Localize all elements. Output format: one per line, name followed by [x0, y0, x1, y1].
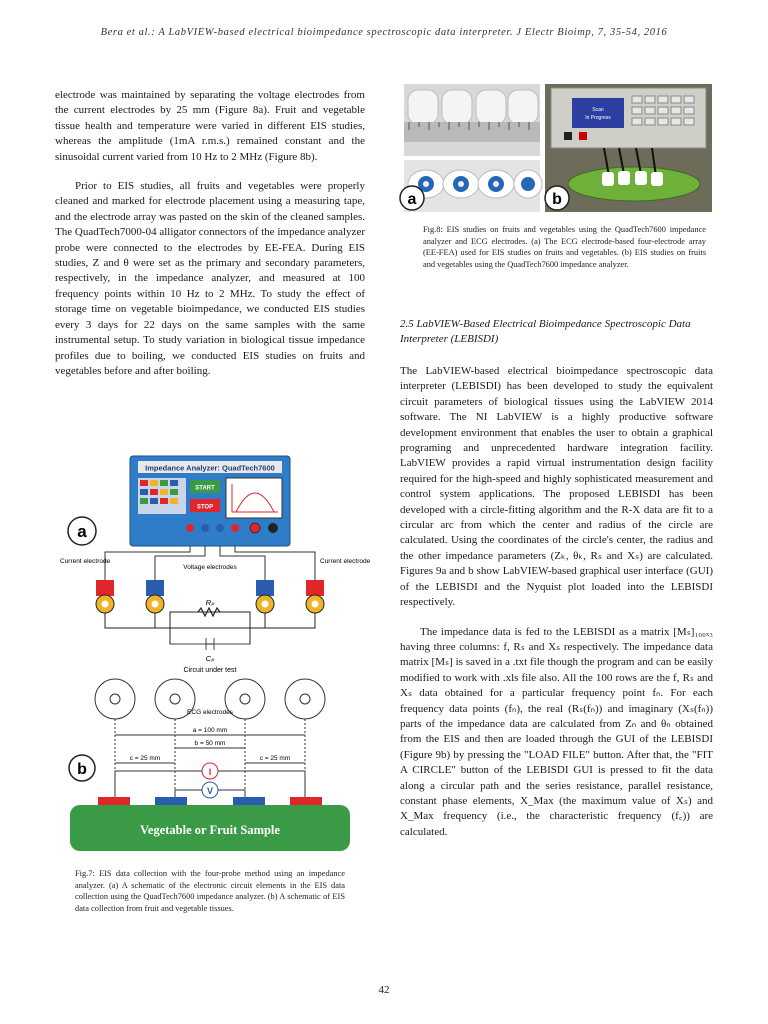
- label-b: b: [77, 761, 87, 778]
- section-heading: 2.5 LabVIEW-Based Electrical Bioimpedance Spectroscopic Data Interpreter (LEBISDI): [400, 318, 691, 346]
- current-electrode-left-label: Current electrode: [60, 558, 111, 565]
- running-header: Bera et al.: A LabVIEW-based electrical bioimpedance spectroscopic data interpreter. J Electr Bioimp, 7, 35-54, 2016: [100, 27, 668, 38]
- display-text-2: In Progress: [585, 115, 611, 121]
- cucumber: [568, 167, 700, 201]
- paragraph: electrode was maintained by separating the voltage electrodes from the current electrodes by 25 mm (Figure 8a). Fruit and vegetable tissue health and temperature were varied in different EIS studies, whereas the amplitude (1mA r.m.s.) remained constant and the sinusoidal current varied from 10 Hz to 2 MHz (Figure 8b).: [55, 89, 365, 163]
- voltage-symbol: V: [206, 786, 214, 796]
- analyzer-keypad: [138, 478, 186, 514]
- ruler: [404, 122, 540, 142]
- alligator-clips: [96, 580, 324, 613]
- figure-8-photos: [404, 84, 712, 214]
- label-a: a: [77, 522, 87, 541]
- figure-7-caption: Fig.7: EIS data collection with the four-probe method using an impedance analyzer. (a) A schematic of the electronic circuit elements in the EIS data collection using the QuadTech7600 impedance analyzer. (b) A schematic of EIS data collection from fruit and vegetable tissues.: [75, 869, 345, 913]
- c-right-label: c = 25 mm: [259, 755, 291, 762]
- start-label: START: [195, 485, 215, 492]
- photo-label-b: b: [552, 191, 562, 208]
- c-left-label: c = 25 mm: [129, 755, 161, 762]
- sample-label: Vegetable or Fruit Sample: [140, 823, 280, 837]
- cp-label: Cₚ: [205, 654, 215, 663]
- current-symbol: I: [208, 767, 212, 777]
- stop-label: STOP: [196, 504, 214, 511]
- circuit-label: Circuit under test: [183, 667, 237, 674]
- display-text-1: Scan: [592, 107, 604, 113]
- analyzer-display: [572, 98, 624, 128]
- current-electrode-right-label: Current electrode: [320, 558, 371, 565]
- page-number: 42: [378, 984, 390, 996]
- right-column: [400, 364, 713, 840]
- circuit-under-test: [105, 608, 315, 650]
- analyzer-title: Impedance Analyzer: QuadTech7600: [145, 463, 275, 473]
- ecg-label: ECG electrodes: [187, 709, 233, 716]
- b-distance-label: b = 50 mm: [194, 740, 226, 747]
- photo-label-a: a: [407, 191, 417, 208]
- figure-8-caption: Fig.8: EIS studies on fruits and vegetables using the QuadTech7600 impedance analyzer and ECG electrodes. (a) The ECG electrode-based four-electrode array (EE-FEA) used for EIS studies on fruits and vegetables. (b) EIS studies on fruits and vegetables using the QuadTech7600 impedance analyzer.: [423, 225, 706, 269]
- paragraph: Prior to EIS studies, all fruits and vegetables were properly cleaned and marked for electrode placement using a measuring tape, and the electrode array was pasted on the skin of the cleaned samples. The QuadTech7000-04 alligator connectors of the impedance analyzer probe were connected to the electrodes by EE-FEA. During EIS studies, Z and θ were set as the primary and secondary parameters, respectively, in the impedance analyzer, and measured at 100 frequency points within 10 Hz to 2 MHz. To study the effect of storage time on vegetable bioimpedance, we conducted EIS studies every 3 days for 22 days on the same samples with the same instrumental setup. To study variation in biological tissue impedance profiles due to boiling, we conducted EIS studies on fruits and vegetables before and after boiling.: [55, 180, 365, 377]
- rp-label: Rₚ: [205, 598, 215, 607]
- paragraph: The LabVIEW-based electrical bioimpedance spectroscopic data interpreter (LEBISDI) has been developed to study the equivalent circuit parameters of biological tissues using the LabVIEW 2014 software. The NI LabVIEW is a highly productive software development environment that enables the user to obtain a graphical programing and unprecedented hardware integration facility. LabVIEW provides a rapid virtual instrumentation design facility required for the high-speed and highly sophisticated measurement and control system applications. The proposed LEBISDI has been developed with a circle-fitting algorithm and the R-X data are fit to a circular arc from which the center and radius of the circle are calculated. Using the coordinates of the circle's center, the radius and the other impedance parameters (Zₖ, θₖ, Rₛ and Xₛ) are calculated. Figures 9a and b show LabVIEW-based graphical user interface (GUI) of the LEBISDI and the Nyquist plot loaded into the LEBISDI respectively.: [400, 365, 713, 609]
- a-distance-label: a = 100 mm: [192, 727, 228, 734]
- left-column: [55, 88, 365, 379]
- paragraph: The impedance data is fed to the LEBISDI as a matrix [Mₛ]₁₀₀ₓ₃ having three columns: f, Rₛ and Xₛ respectively. The impedance data matrix [Mₛ] is saved in a .txt file though the program and can be easily modified to work with .xls file also. All the 100 rows are the f, Rₛ and Xₛ data obtained for a particular frequency point fₙ. For each frequency data points (fₙ), the real (Rₛ(fₙ)) and imaginary (Xₛ(fₙ)) parts of the impedance data are calculated from Zₙ and θₙ obtained from the EIS and then are loaded through the GUI of the LEBISDI (Figure 9b) by pressing the "LOAD FILE" button. After that, the "FIT A CIRCLE" button of the LEBISDI GUI is pressed to fit the data along a circular path and the series resistance, parallel resistance, constant phase elements, X_Max (the maximum value of Xₛ) and X_Max frequency (i.e., the characteristic frequency (f꜀)) are calculated.: [400, 625, 713, 838]
- figure-7-schematic: [60, 452, 371, 862]
- voltage-electrodes-label: Voltage electrodes: [183, 564, 237, 571]
- analyzer-photo-keys: [632, 96, 694, 125]
